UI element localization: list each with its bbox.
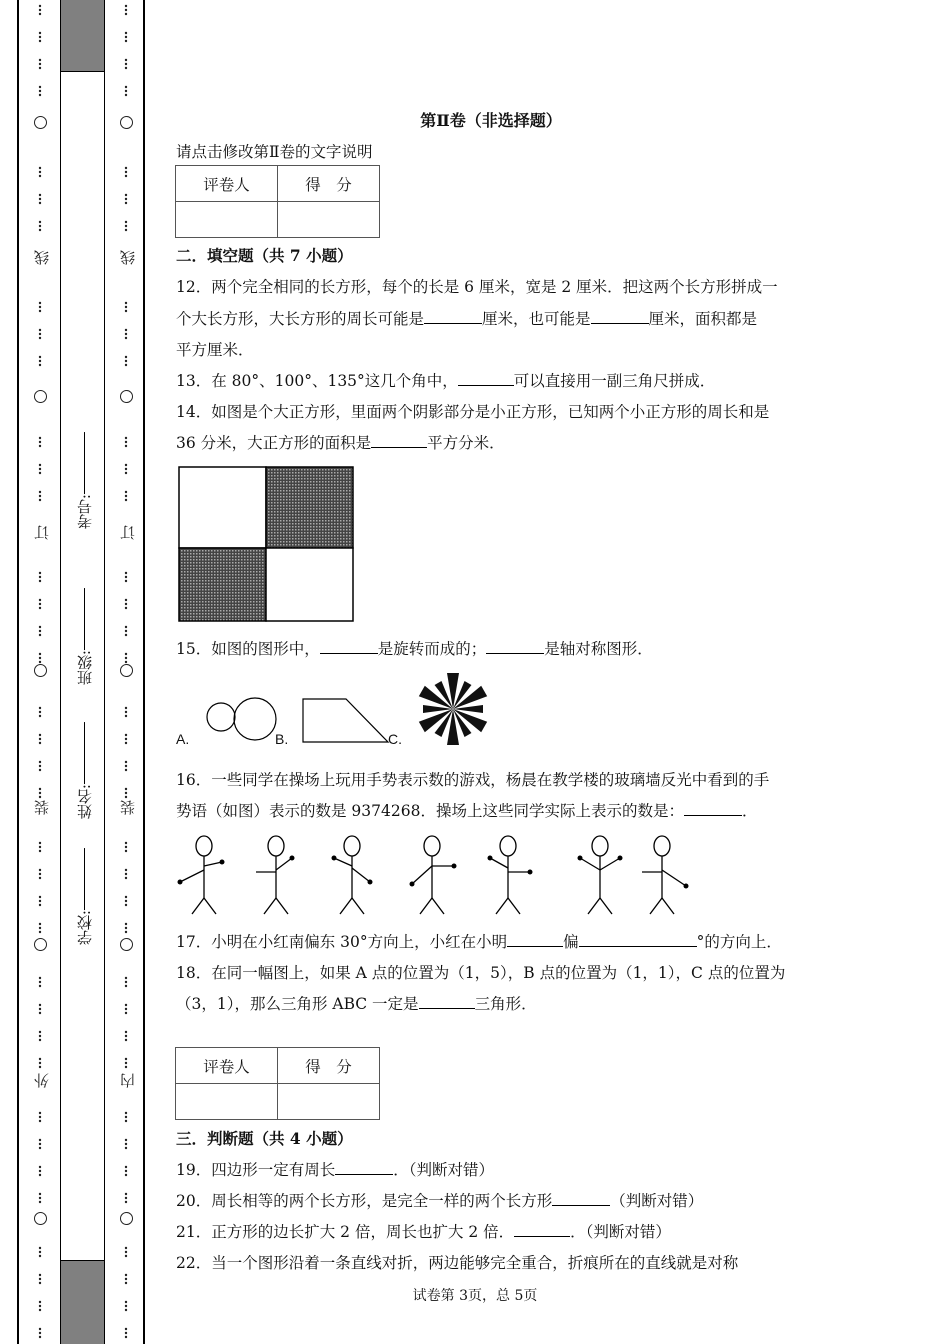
q12-line1: 12．两个完全相同的长方形，每个的长是 6 厘米，宽是 2 厘米．把这两个长方形拼成一 [176, 278, 778, 296]
score-table-score-cell[interactable] [278, 202, 380, 238]
field-xingming[interactable]: 姓名: [74, 722, 95, 819]
q14-shaded-square-top-right [266, 467, 353, 548]
margin-dot [125, 1170, 127, 1172]
margin-dot [125, 356, 127, 358]
margin-dot [39, 734, 41, 736]
margin-dot [39, 1008, 41, 1010]
margin-dot [125, 437, 127, 439]
margin-dot [39, 788, 41, 790]
margin-dot [39, 13, 41, 15]
margin-dot [39, 1201, 41, 1203]
margin-dot [125, 1062, 127, 1064]
margin-dot [39, 67, 41, 69]
margin-dot [125, 1251, 127, 1253]
q21-blank[interactable] [514, 1222, 570, 1238]
margin-dot [125, 441, 127, 443]
margin-dot [125, 5, 127, 7]
q15-blank-2[interactable] [486, 639, 544, 655]
margin-dot [39, 1305, 41, 1307]
margin-dot [125, 1278, 127, 1280]
margin-dot [125, 329, 127, 331]
margin-dot [125, 657, 127, 659]
margin-dot [39, 711, 41, 713]
margin-dot [125, 198, 127, 200]
q14-shaded-square-bottom-left [179, 548, 266, 621]
margin-dot [39, 1143, 41, 1145]
margin-dot [125, 904, 127, 906]
score-table-score-header: 得 分 [278, 166, 380, 202]
margin-dot [125, 761, 127, 763]
margin-dot [39, 653, 41, 655]
margin-dot [39, 1004, 41, 1006]
margin-dot [125, 360, 127, 362]
margin-dot [125, 1008, 127, 1010]
margin-dot [125, 202, 127, 204]
margin-dot [39, 1336, 41, 1338]
margin-dot [125, 1305, 127, 1307]
q17-blank-2[interactable] [579, 932, 697, 948]
gesture-figure-4 [412, 836, 454, 914]
margin-dot [39, 1139, 41, 1141]
outer-label-line: 线 [32, 250, 51, 265]
margin-dot [39, 1282, 41, 1284]
margin-dot [39, 769, 41, 771]
margin-dot [125, 1147, 127, 1149]
margin-dot [39, 742, 41, 744]
margin-dot [39, 661, 41, 663]
margin-dot [125, 1193, 127, 1195]
q19-blank[interactable] [335, 1160, 393, 1176]
margin-dot [39, 175, 41, 177]
q17-blank-1[interactable] [507, 932, 563, 948]
field-banji[interactable]: 班级: [74, 588, 95, 685]
binding-margin [0, 0, 148, 1344]
margin-dot [125, 94, 127, 96]
margin-dot [39, 761, 41, 763]
margin-dot [125, 1328, 127, 1330]
margin-dot [39, 1332, 41, 1334]
margin-dot [39, 1012, 41, 1014]
margin-dot [39, 94, 41, 96]
margin-dot [125, 580, 127, 582]
margin-dot [125, 90, 127, 92]
margin-dot [125, 796, 127, 798]
q15-option-a-label: A. [176, 731, 190, 747]
margin-dot [39, 850, 41, 852]
q18-line2: （3，1），那么三角形 ABC 一定是 三角形． [176, 995, 537, 1013]
margin-dot [39, 1309, 41, 1311]
outer-label-ding: 订 [32, 525, 51, 540]
margin-dot [39, 607, 41, 609]
margin-dot [125, 333, 127, 335]
q12-blank-1[interactable] [424, 309, 482, 325]
q14-line1: 14．如图是个大正方形，里面两个阴影部分是小正方形，已知两个小正方形的周长和是 [176, 403, 770, 421]
q14-square-figure [178, 466, 356, 622]
section-title: 第Ⅱ卷（非选择题） [420, 111, 562, 130]
q20-line: 20．周长相等的两个长方形，是完全一样的两个长方形 （判断对错） [176, 1192, 704, 1210]
margin-dot [39, 1066, 41, 1068]
q14-blank[interactable] [371, 433, 427, 449]
field-kaohao[interactable]: 考号: [74, 432, 95, 529]
margin-dot [39, 634, 41, 636]
margin-dot [125, 302, 127, 304]
page-footer: 试卷第 3页，总 5页 [412, 1288, 538, 1304]
margin-dot [125, 626, 127, 628]
margin-dot [39, 40, 41, 42]
margin-dot [39, 1031, 41, 1033]
q22-line1: 22．当一个图形沿着一条直线对折，两边能够完全重合，折痕所在的直线就是对称 [176, 1254, 739, 1272]
score-table-2 [175, 1047, 380, 1120]
margin-dot [39, 1035, 41, 1037]
margin-dot [125, 707, 127, 709]
margin-dot [39, 90, 41, 92]
margin-dot [125, 225, 127, 227]
inner-label-ding: 订 [118, 525, 137, 540]
margin-dot [125, 1031, 127, 1033]
margin-dot [125, 1201, 127, 1203]
margin-dot [39, 229, 41, 231]
margin-dot [125, 464, 127, 466]
margin-dot [125, 711, 127, 713]
margin-dot [39, 360, 41, 362]
q16-blank[interactable] [684, 801, 742, 817]
q20-blank[interactable] [552, 1191, 610, 1207]
gesture-figure-6 [580, 836, 620, 914]
q15-blank-1[interactable] [320, 639, 378, 655]
margin-dot [39, 5, 41, 7]
margin-dot [125, 846, 127, 848]
margin-dot [39, 171, 41, 173]
score-table-reviewer-header: 评卷人 [176, 1048, 278, 1084]
margin-dot [39, 572, 41, 574]
margin-dot [125, 661, 127, 663]
margin-dot [39, 580, 41, 582]
margin-dot [125, 981, 127, 983]
margin-dot [125, 337, 127, 339]
q16-line2: 势语（如图）表示的数是 9374268．操场上这些同学实际上表示的数是： ． [176, 802, 758, 820]
margin-dot [39, 923, 41, 925]
margin-dot [125, 927, 127, 929]
margin-dot [125, 1066, 127, 1068]
margin-dot [39, 221, 41, 223]
margin-dot [125, 1035, 127, 1037]
margin-dot [125, 445, 127, 447]
margin-dot [39, 306, 41, 308]
margin-dot [39, 931, 41, 933]
margin-dot [39, 202, 41, 204]
margin-dot [125, 792, 127, 794]
margin-dot [39, 1058, 41, 1060]
gesture-figure-7 [642, 836, 686, 914]
margin-dot [39, 1170, 41, 1172]
margin-dot [125, 9, 127, 11]
part3-heading: 三．判断题（共 4 小题） [176, 1129, 353, 1148]
margin-dot [125, 931, 127, 933]
margin-dot [125, 1255, 127, 1257]
margin-dot [39, 329, 41, 331]
margin-dot [39, 657, 41, 659]
margin-dot [39, 877, 41, 879]
margin-dot [125, 1112, 127, 1114]
margin-dot [39, 1039, 41, 1041]
margin-dot [39, 356, 41, 358]
q13-blank[interactable] [458, 371, 514, 387]
margin-dot [39, 333, 41, 335]
margin-dot [125, 873, 127, 875]
margin-dot [125, 1197, 127, 1199]
margin-dot [125, 923, 127, 925]
margin-dot [39, 1274, 41, 1276]
outer-label-zhuang: 装 [32, 800, 51, 815]
margin-dot [125, 63, 127, 65]
margin-dot [125, 985, 127, 987]
margin-dot [39, 869, 41, 871]
margin-dot [39, 225, 41, 227]
margin-dot [39, 364, 41, 366]
margin-dot [39, 796, 41, 798]
margin-dot [125, 491, 127, 493]
margin-dot [125, 738, 127, 740]
margin-dot [39, 472, 41, 474]
margin-dot [125, 167, 127, 169]
inner-label-nei: 内 [118, 1073, 137, 1088]
margin-dot [125, 1309, 127, 1311]
margin-dot [125, 1039, 127, 1041]
margin-dot [39, 198, 41, 200]
margin-dot [39, 194, 41, 196]
margin-dot [39, 846, 41, 848]
q15-option-c-pinwheel [414, 672, 492, 746]
field-xuexiao[interactable]: 学校: [74, 848, 95, 945]
margin-dot [125, 1139, 127, 1141]
q15-option-a-circles [204, 696, 278, 746]
score-table-score-cell[interactable] [278, 1084, 380, 1120]
margin-dot [125, 599, 127, 601]
margin-dot [125, 1332, 127, 1334]
score-table-reviewer-cell[interactable] [176, 202, 278, 238]
q18-blank[interactable] [419, 994, 475, 1010]
margin-dot [39, 1251, 41, 1253]
margin-dot [125, 495, 127, 497]
margin-dot [39, 1197, 41, 1199]
margin-dot [39, 981, 41, 983]
margin-dot [125, 653, 127, 655]
margin-dot [39, 1147, 41, 1149]
q14-square-bottom-right [266, 548, 353, 621]
margin-dot [39, 1116, 41, 1118]
margin-dot [39, 715, 41, 717]
q15-option-b-trapezoid [300, 696, 392, 746]
margin-dot [125, 1116, 127, 1118]
margin-dot [39, 495, 41, 497]
q13-line: 13．在 80°、100°、135°这几个角中， 可以直接用一副三角尺拼成． [176, 372, 716, 390]
margin-dot [125, 742, 127, 744]
margin-dot [39, 630, 41, 632]
margin-dot [39, 1174, 41, 1176]
margin-dot [125, 36, 127, 38]
margin-dot [39, 1193, 41, 1195]
margin-dot [125, 499, 127, 501]
margin-dot [39, 626, 41, 628]
margin-dot [125, 977, 127, 979]
margin-dot [125, 603, 127, 605]
margin-dot [125, 869, 127, 871]
gesture-figure-3 [334, 836, 370, 914]
margin-dot [125, 194, 127, 196]
score-table-score-header: 得 分 [278, 1048, 380, 1084]
q12-line3: 平方厘米． [176, 341, 254, 359]
margin-dot [125, 715, 127, 717]
margin-dot [125, 86, 127, 88]
margin-dot [39, 927, 41, 929]
margin-dot [125, 175, 127, 177]
q12-blank-2[interactable] [591, 309, 649, 325]
q12-line2: 个大长方形，大长方形的周长可能是 厘米，也可能是 厘米，面积都是 [176, 310, 758, 328]
margin-dot [125, 607, 127, 609]
score-table-1 [175, 165, 380, 238]
q17-line: 17．小明在小红南偏东 30°方向上，小红在小明 偏 °的方向上． [176, 933, 782, 951]
margin-dot [125, 306, 127, 308]
q15-option-c-label: C. [388, 731, 402, 747]
margin-dot [125, 877, 127, 879]
margin-dot [125, 229, 127, 231]
margin-dot [39, 310, 41, 312]
margin-dot [125, 572, 127, 574]
margin-dot [39, 1278, 41, 1280]
margin-dot [125, 364, 127, 366]
margin-dot [39, 167, 41, 169]
margin-dot [125, 468, 127, 470]
margin-dot [125, 1058, 127, 1060]
margin-dot [125, 59, 127, 61]
margin-dot [39, 599, 41, 601]
margin-dot [125, 896, 127, 898]
margin-dot [39, 499, 41, 501]
margin-dot [125, 1120, 127, 1122]
q15-line: 15．如图的图形中， 是旋转而成的； 是轴对称图形． [176, 640, 653, 658]
inner-label-zhuang: 装 [118, 800, 137, 815]
margin-dot [39, 1062, 41, 1064]
score-table-reviewer-cell[interactable] [176, 1084, 278, 1120]
margin-dot [39, 738, 41, 740]
margin-dot [125, 1012, 127, 1014]
q21-line: 21．正方形的边长扩大 2 倍，周长也扩大 2 倍． ．（判断对错） [176, 1223, 671, 1241]
margin-dot [125, 472, 127, 474]
margin-dot [125, 32, 127, 34]
margin-dot [39, 707, 41, 709]
margin-dot [125, 221, 127, 223]
margin-dot [125, 842, 127, 844]
q16-gesture-figures [176, 830, 706, 920]
margin-dot [125, 634, 127, 636]
margin-dot [125, 1336, 127, 1338]
margin-dot [39, 491, 41, 493]
margin-dot [39, 9, 41, 11]
margin-dot [125, 1247, 127, 1249]
margin-dot [125, 67, 127, 69]
margin-dot [39, 1112, 41, 1114]
margin-dot [39, 977, 41, 979]
margin-dot [39, 576, 41, 578]
margin-dot [125, 1274, 127, 1276]
margin-dot [39, 904, 41, 906]
margin-dot [125, 1004, 127, 1006]
margin-dot [39, 792, 41, 794]
margin-dot [125, 765, 127, 767]
gesture-figure-2 [256, 836, 292, 914]
margin-dot [39, 842, 41, 844]
margin-dot [125, 1143, 127, 1145]
margin-dot [39, 873, 41, 875]
margin-dot [39, 36, 41, 38]
score-table-reviewer-header: 评卷人 [176, 166, 278, 202]
gesture-figure-1 [180, 836, 222, 914]
margin-dot [39, 445, 41, 447]
margin-dot [125, 576, 127, 578]
margin-dot [125, 1174, 127, 1176]
margin-dot [39, 441, 41, 443]
margin-dot [125, 40, 127, 42]
q18-line1: 18．在同一幅图上，如果 A 点的位置为（1，5），B 点的位置为（1，1），C 点的位置为 [176, 964, 786, 982]
margin-dot [125, 788, 127, 790]
margin-dot [39, 985, 41, 987]
margin-dot [39, 468, 41, 470]
margin-dot [39, 1328, 41, 1330]
margin-dot [39, 63, 41, 65]
margin-dot [125, 171, 127, 173]
inner-label-line: 线 [118, 250, 137, 265]
margin-dot [39, 603, 41, 605]
margin-dot [125, 734, 127, 736]
part2-heading: 二．填空题（共 7 小题） [176, 246, 353, 265]
margin-dot [39, 1247, 41, 1249]
margin-dot [39, 1255, 41, 1257]
section-note: 请点击修改第Ⅱ卷的文字说明 [176, 143, 373, 161]
q15-option-b-label: B. [275, 731, 289, 747]
margin-dot [39, 900, 41, 902]
margin-dot [39, 302, 41, 304]
margin-dot [125, 1166, 127, 1168]
margin-dot [125, 630, 127, 632]
margin-dot [125, 310, 127, 312]
margin-dot [39, 59, 41, 61]
margin-dot [39, 437, 41, 439]
gesture-figure-5 [490, 836, 530, 914]
margin-dot [125, 1282, 127, 1284]
margin-dot [125, 850, 127, 852]
margin-dot [39, 896, 41, 898]
q14-line2: 36 分米，大正方形的面积是 平方分米． [176, 434, 505, 452]
margin-dot [39, 86, 41, 88]
margin-dot [125, 900, 127, 902]
margin-dot [39, 1166, 41, 1168]
margin-dot [39, 337, 41, 339]
margin-dot [125, 13, 127, 15]
margin-dot [39, 1120, 41, 1122]
margin-dot [39, 765, 41, 767]
q16-line1: 16．一些同学在操场上玩用手势表示数的游戏，杨晨在教学楼的玻璃墙反光中看到的手 [176, 771, 770, 789]
margin-dot [39, 32, 41, 34]
q19-line: 19．四边形一定有周长 ．（判断对错） [176, 1161, 494, 1179]
outer-label-wai: 外 [32, 1073, 51, 1088]
margin-dot [39, 464, 41, 466]
q14-square-top-left [179, 467, 266, 548]
margin-dot [125, 769, 127, 771]
